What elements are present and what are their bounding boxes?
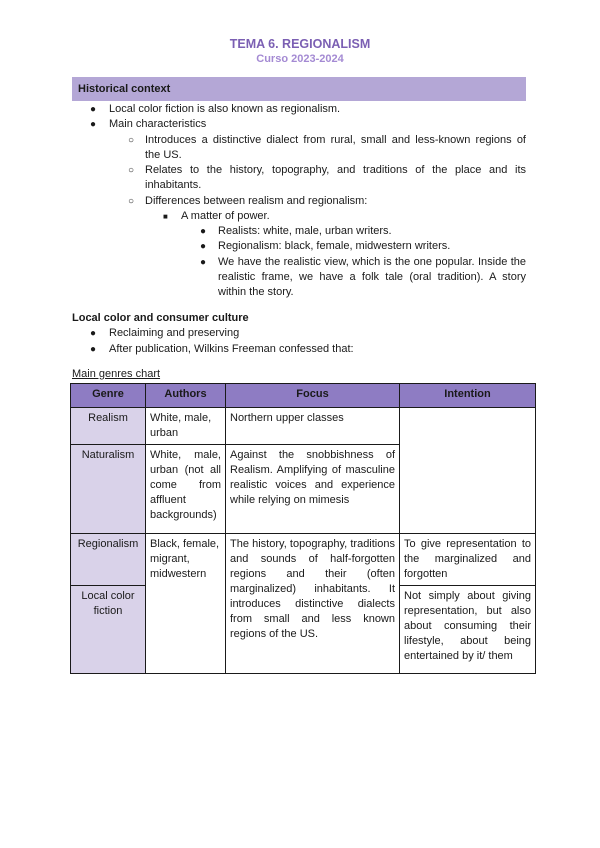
intention-cell-empty — [400, 408, 536, 534]
list-item-cont: the US. — [145, 149, 182, 161]
list-item: Realists: white, male, urban writers. — [218, 225, 392, 237]
bullet-disc-icon: ● — [90, 119, 97, 130]
authors-cell: White, male, urban (not all come from affluent backgrounds) — [146, 445, 226, 534]
table-row — [71, 408, 536, 445]
list-item: We have the realistic view, which is the one popular. Inside the — [218, 256, 526, 268]
genres-table — [70, 383, 536, 674]
intention-cell: Not simply about giving representation, but also about consuming their lifestyle, about being entertained by it/ them — [400, 586, 536, 674]
table-header-row — [71, 384, 536, 408]
section-heading-historical: Historical context — [72, 77, 526, 101]
list-item: Introduces a distinctive dialect from rural, small and less-known regions of — [145, 134, 526, 146]
list-item-cont: inhabitants. — [145, 179, 202, 191]
bullet-disc-icon: ● — [200, 257, 207, 268]
genre-cell: Naturalism — [71, 445, 146, 534]
bullet-disc-icon: ● — [90, 344, 97, 355]
bullet-circle-icon: ○ — [128, 135, 135, 146]
focus-cell: Northern upper classes — [226, 408, 400, 445]
header-genre: Genre — [71, 384, 146, 408]
genre-cell: Regionalism — [71, 534, 146, 586]
focus-cell: The history, topography, traditions and sounds of half-forgotten regions and their (often marginalized) inhabitants. It introduces distinctive dialects from small and less known regions of the US. — [226, 534, 400, 674]
list-item: Reclaiming and preserving — [109, 327, 240, 339]
header-authors: Authors — [146, 384, 226, 408]
list-item-cont: realistic frame, we have a folk tale (oral tradition). A story — [218, 271, 526, 283]
intention-cell: To give representation to the marginalized and forgotten — [400, 534, 536, 586]
bullet-disc-icon: ● — [90, 328, 97, 339]
list-item: Main characteristics — [109, 118, 207, 130]
document-title: TEMA 6. REGIONALISM — [229, 37, 371, 51]
bullet-circle-icon: ○ — [128, 196, 135, 207]
authors-cell: Black, female, migrant, midwestern — [146, 534, 226, 674]
bullet-circle-icon: ○ — [128, 165, 135, 176]
authors-cell: White, male, urban — [146, 408, 226, 445]
list-item: Differences between realism and regionalism: — [145, 195, 368, 207]
bullet-square-icon: ■ — [163, 212, 168, 221]
genre-cell: Realism — [71, 408, 146, 445]
header-focus: Focus — [226, 384, 400, 408]
bullet-disc-icon: ● — [90, 104, 97, 115]
bullet-disc-icon: ● — [200, 241, 207, 252]
table-row — [71, 534, 536, 586]
document-subtitle: Curso 2023-2024 — [256, 53, 344, 65]
list-item: After publication, Wilkins Freeman confessed that: — [109, 343, 354, 355]
list-item: A matter of power. — [181, 210, 270, 222]
list-item: Regionalism: black, female, midwestern writers. — [218, 240, 451, 252]
bullet-disc-icon: ● — [200, 226, 207, 237]
list-item-cont: within the story. — [218, 286, 294, 298]
genre-cell: Local color fiction — [71, 586, 146, 674]
list-item: Relates to the history, topography, and traditions of the place and its — [145, 164, 526, 176]
section-heading-consumer: Local color and consumer culture — [72, 312, 249, 324]
header-intention: Intention — [400, 384, 536, 408]
list-item: Local color fiction is also known as regionalism. — [109, 103, 341, 115]
focus-cell: Against the snobbishness of Realism. Amplifying of masculine realistic voices and experience while relying on mimesis — [226, 445, 400, 534]
chart-title: Main genres chart — [72, 368, 161, 380]
